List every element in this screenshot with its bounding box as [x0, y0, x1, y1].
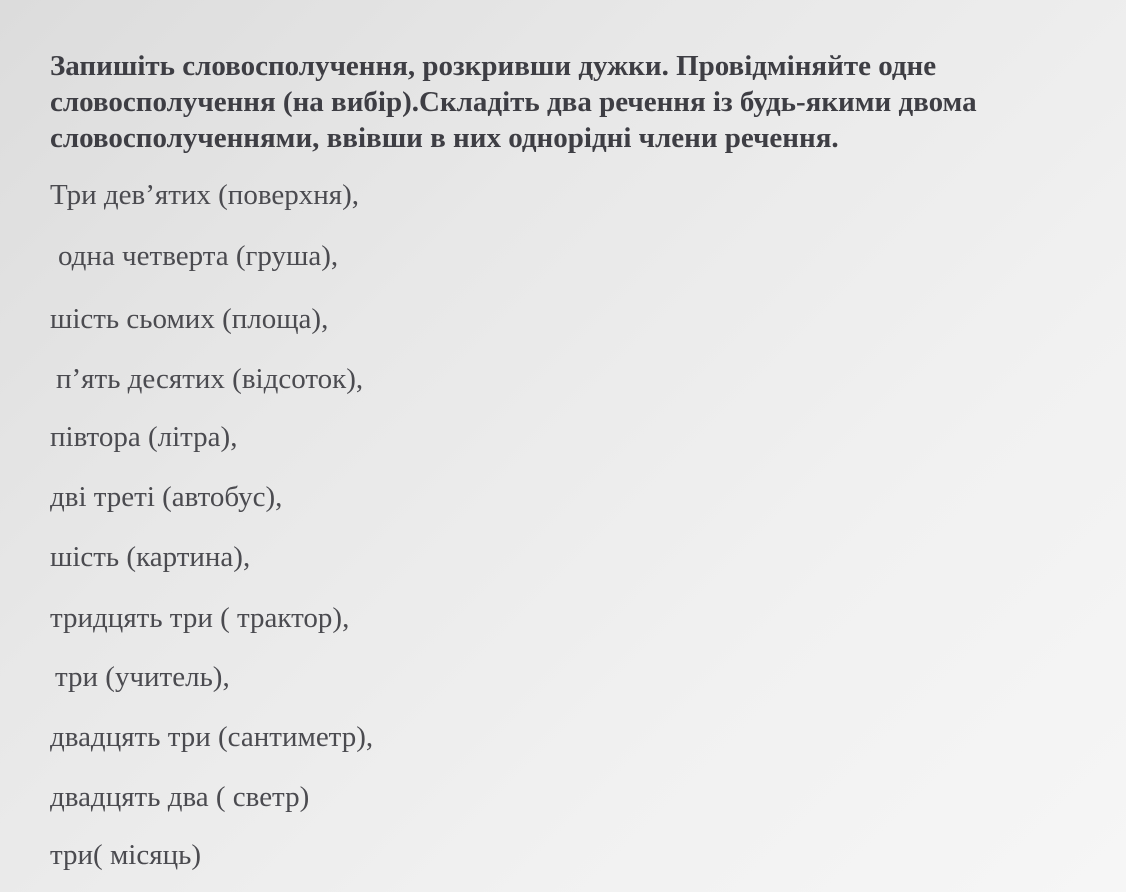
phrase-item: двадцять три (сантиметр),	[50, 721, 374, 753]
phrase-item: п’ять десятих (відсоток),	[56, 363, 364, 395]
phrase-item: Три дев’ятих (поверхня),	[50, 179, 359, 211]
phrase-item: шість (картина),	[50, 541, 251, 573]
phrase-item: тридцять три ( трактор),	[50, 602, 350, 634]
phrase-item: шість сьомих (площа),	[50, 303, 329, 335]
phrase-item: три (учитель),	[55, 661, 230, 693]
phrase-item: двадцять два ( светр)	[50, 781, 310, 813]
task-instruction: Запишіть словосполучення, розкривши дужки. Провідміняйте одне словосполучення (на вибір).Складіть два речення із будь-якими двома словосполученнями, ввівши в них однорідні члени речення.	[50, 50, 977, 154]
phrase-item: дві треті (автобус),	[50, 481, 283, 513]
phrase-item: півтора (літра),	[50, 421, 238, 453]
phrase-item: три( місяць)	[50, 839, 201, 871]
phrase-item: одна четверта (груша),	[58, 240, 339, 272]
